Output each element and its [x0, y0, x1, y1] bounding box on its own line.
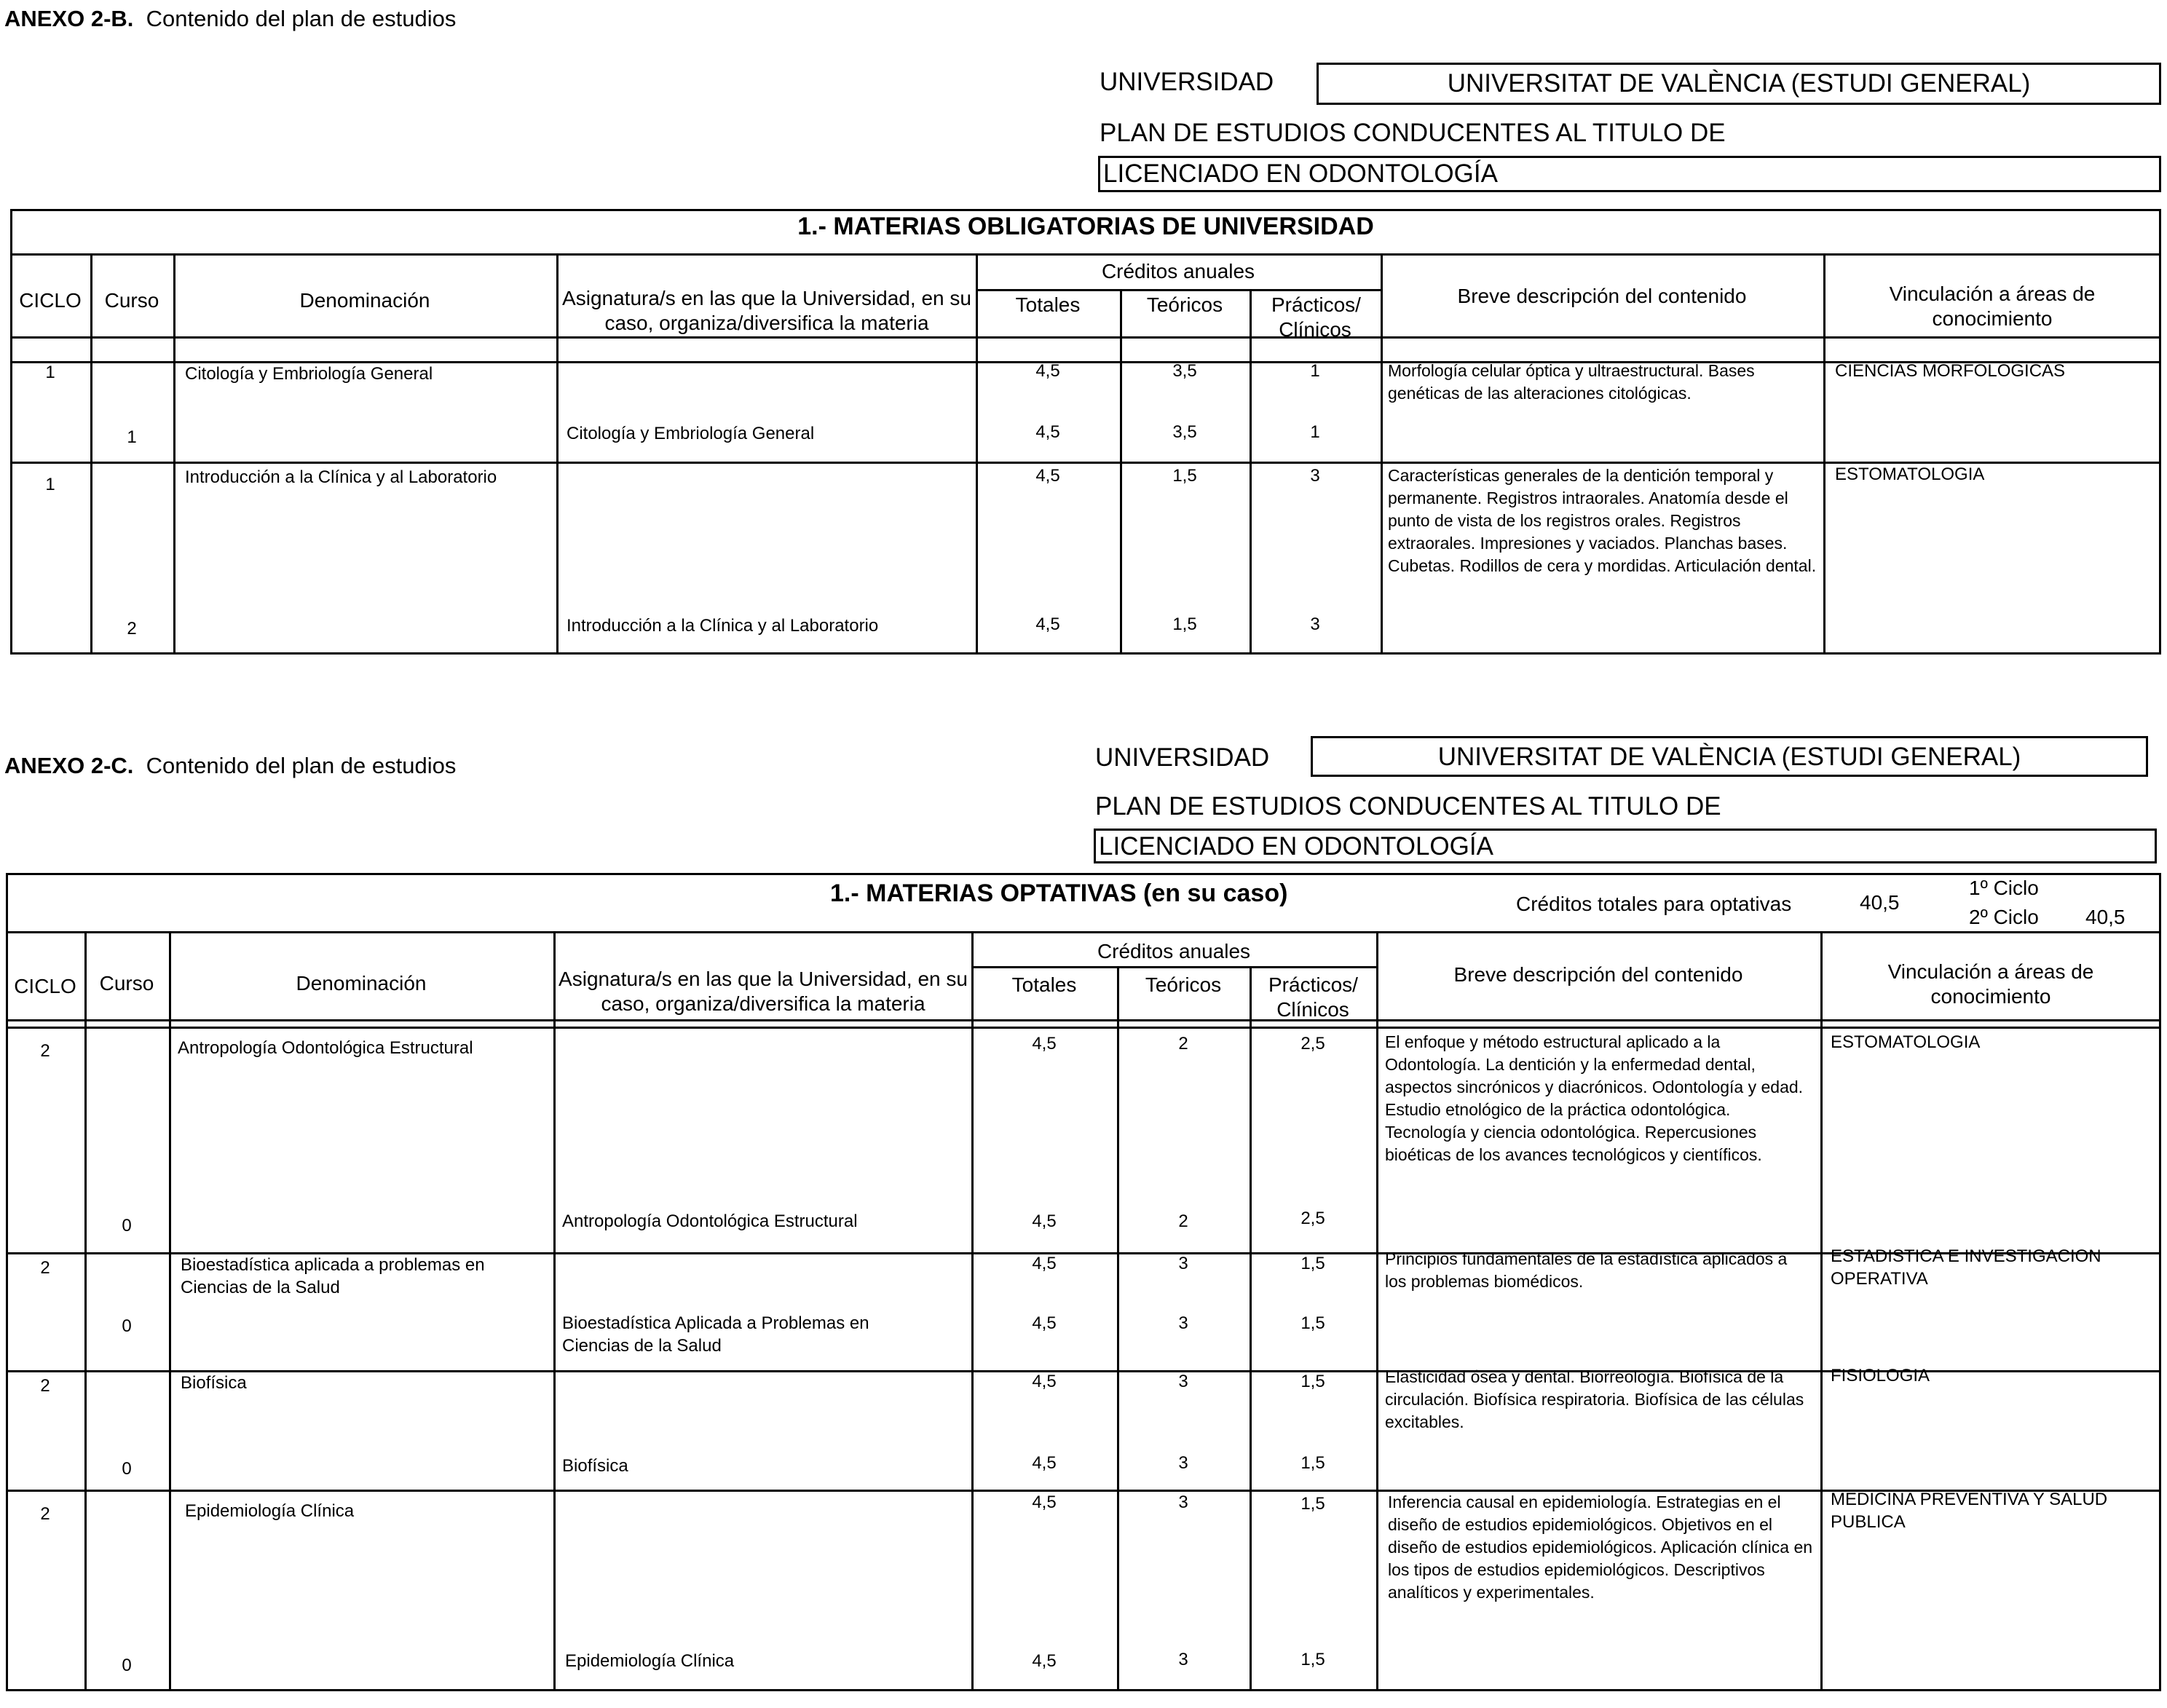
table-row-asignatura: Biofísica — [562, 1456, 628, 1476]
table-row-curso: 0 — [122, 1316, 132, 1336]
table-row-teoricos: 1,5 — [1172, 466, 1197, 486]
table-row-asignatura: Introducción a la Clínica y al Laboratorio — [567, 616, 879, 636]
table-row-teoricos: 3,5 — [1172, 361, 1197, 381]
table-row-ciclo: 2 — [40, 1258, 50, 1278]
table-row-sub-teoricos: 3 — [1178, 1650, 1188, 1669]
table-row-curso: 1 — [127, 427, 137, 447]
table-row-sub-totales: 4,5 — [1035, 614, 1060, 634]
table-row-sub-practicos: 2,5 — [1300, 1209, 1325, 1228]
table-row-sub-totales: 4,5 — [1032, 1453, 1057, 1473]
header-denominacion: Denominación — [296, 972, 427, 995]
table-row-totales: 4,5 — [1032, 1372, 1057, 1391]
table-row-totales: 4,5 — [1032, 1254, 1057, 1273]
table-row-curso: 0 — [122, 1459, 132, 1479]
table-row-practicos: 1,5 — [1300, 1494, 1325, 1514]
table-row-denominacion: Epidemiología Clínica — [185, 1501, 355, 1521]
table-row-teoricos: 3 — [1178, 1492, 1188, 1512]
table-row-practicos: 1,5 — [1300, 1254, 1325, 1273]
table-row-teoricos: 3 — [1178, 1254, 1188, 1273]
table-row-sub-practicos: 3 — [1310, 614, 1320, 634]
table-row-descripcion: Elasticidad ósea y dental. Biorreología. Biofísica de la circulación. Biofísica respiratoria. Biofísica de las células excitables. — [1385, 1367, 1804, 1431]
annex-b-section-title: 1.- MATERIAS OBLIGATORIAS DE UNIVERSIDAD — [797, 213, 1374, 240]
table-row-descripcion: Características generales de la dentición temporal y permanente. Registros intraorales. Anatomía desde el punto de vista de los registros orales. Registros extraorales. Impresiones y vaciados. Planchas bases. Cubetas. Rodillos de cera y mordidas. Articulación dental. — [1388, 466, 1817, 575]
annex-c-section-title: 1.- MATERIAS OPTATIVAS (en su caso) — [830, 879, 1288, 907]
table-row-totales: 4,5 — [1032, 1034, 1057, 1053]
header-asignatura: Asignatura/s en las que la Universidad, en su caso, organiza/diversifica la materia — [558, 968, 968, 1015]
annex-b-plan-label: PLAN DE ESTUDIOS CONDUCENTES AL TITULO DE — [1100, 119, 1726, 147]
table-row-ciclo: 1 — [45, 475, 55, 494]
table-row-practicos: 1 — [1310, 361, 1320, 381]
header-ciclo: CICLO — [14, 975, 76, 997]
annex-c-universidad-value: UNIVERSITAT DE VALÈNCIA (ESTUDI GENERAL) — [1311, 736, 2148, 777]
annex-c-code: ANEXO 2-C. — [4, 753, 134, 778]
annex-b-universidad-label: UNIVERSIDAD — [1100, 68, 1274, 96]
table-row-teoricos: 2 — [1178, 1034, 1188, 1053]
table-row-practicos: 1,5 — [1300, 1372, 1325, 1391]
annex-c-heading — [4, 753, 456, 779]
table-row-vinculacion: FISIOLOGIA — [1831, 1366, 1930, 1385]
table-row-vinculacion: CIENCIAS MORFOLOGICAS — [1835, 361, 2066, 381]
annex-b-code: ANEXO 2-B. — [4, 6, 134, 31]
table-row-sub-totales: 4,5 — [1032, 1211, 1057, 1231]
header-practicos: Prácticos/ Clínicos — [1268, 973, 1358, 1021]
header-asignatura: Asignatura/s en las que la Universidad, en su caso, organiza/diversifica la materia — [562, 287, 971, 334]
table-row-teoricos: 3 — [1178, 1372, 1188, 1391]
table-row-asignatura: Citología y Embriología General — [567, 424, 815, 443]
header-totales: Totales — [1011, 973, 1077, 996]
header-descripcion: Breve descripción del contenido — [1453, 963, 1743, 986]
table-row-sub-teoricos: 3 — [1178, 1453, 1188, 1473]
table-row-curso: 0 — [122, 1216, 132, 1235]
header-ciclo: CICLO — [19, 289, 82, 312]
header-totales: Totales — [1015, 293, 1081, 316]
table-row-descripcion: El enfoque y método estructural aplicado a la Odontología. La dentición y la enfermedad dental, aspectos sincrónicos y diacrónicos. Odontología y edad. Estudio etnológico de la práctica odontológica. Tecnología y ciencia odontológica. Repercusiones bioéticas de los avances tecnológicos y científicos. — [1385, 1032, 1804, 1164]
ciclo1-label: 1º Ciclo — [1969, 877, 2039, 899]
ciclo2-value: 40,5 — [2085, 906, 2125, 928]
header-teoricos: Teóricos — [1146, 293, 1223, 316]
header-creditos: Créditos anuales — [1097, 940, 1251, 962]
optativas-total: 40,5 — [1860, 891, 1900, 914]
table-row-descripcion: Principios fundamentales de la estadística aplicados a los problemas biomédicos. — [1385, 1249, 1788, 1291]
table-row-vinculacion: MEDICINA PREVENTIVA Y SALUD PUBLICA — [1831, 1490, 2108, 1532]
table-row-ciclo: 1 — [45, 363, 55, 382]
table-row-vinculacion: ESTOMATOLOGIA — [1831, 1032, 1981, 1052]
table-row-vinculacion: ESTOMATOLOGIA — [1835, 464, 1985, 484]
header-denominacion: Denominación — [299, 289, 430, 312]
table-row-sub-totales: 4,5 — [1032, 1313, 1057, 1333]
table-row-sub-teoricos: 1,5 — [1172, 614, 1197, 634]
table-row-descripcion: Inferencia causal en epidemiología. Estrategias en el diseño de estudios epidemiológicos. Objetivos en el diseño de estudios epidemiológicos. Aplicación clínica en los tipos de estudios epidemiológicos. Descriptivos analíticos y experimentales. — [1388, 1492, 1813, 1602]
annex-b-universidad-value: UNIVERSITAT DE VALÈNCIA (ESTUDI GENERAL) — [1317, 63, 2161, 105]
table-row-practicos: 2,5 — [1300, 1034, 1325, 1053]
table-row-ciclo: 2 — [40, 1504, 50, 1524]
table-row-ciclo: 2 — [40, 1376, 50, 1396]
table-row-sub-teoricos: 2 — [1178, 1211, 1188, 1231]
annex-b-label: Contenido del plan de estudios — [146, 6, 457, 31]
header-vinculacion: Vinculación a áreas de conocimiento — [1889, 282, 2096, 330]
header-teoricos: Teóricos — [1145, 973, 1222, 996]
header-curso: Curso — [104, 289, 159, 312]
header-vinculacion: Vinculación a áreas de conocimiento — [1887, 960, 2094, 1008]
table-row-ciclo: 2 — [40, 1041, 50, 1061]
table-row-sub-practicos: 1 — [1310, 422, 1320, 442]
table-row-curso: 0 — [122, 1656, 132, 1675]
table-row-denominacion: Bioestadística aplicada a problemas en Ciencias de la Salud — [181, 1255, 485, 1297]
table-row-sub-teoricos: 3,5 — [1172, 422, 1197, 442]
table-row-totales: 4,5 — [1035, 466, 1060, 486]
annex-c-plan-label: PLAN DE ESTUDIOS CONDUCENTES AL TITULO DE — [1095, 792, 1721, 821]
table-row-sub-practicos: 1,5 — [1300, 1313, 1325, 1333]
table-row-practicos: 3 — [1310, 466, 1320, 486]
table-row-asignatura: Bioestadística Aplicada a Problemas en Ciencias de la Salud — [562, 1313, 869, 1356]
table-row-denominacion: Introducción a la Clínica y al Laboratorio — [185, 467, 497, 487]
table-row-curso: 2 — [127, 619, 137, 638]
header-descripcion: Breve descripción del contenido — [1457, 285, 1747, 307]
table-row-sub-totales: 4,5 — [1032, 1651, 1057, 1671]
annex-b-heading — [4, 6, 456, 32]
header-curso: Curso — [99, 972, 154, 995]
table-row-sub-practicos: 1,5 — [1300, 1453, 1325, 1473]
table-row-sub-teoricos: 3 — [1178, 1313, 1188, 1333]
header-practicos: Prácticos/ Clínicos — [1271, 293, 1361, 341]
table-row-sub-practicos: 1,5 — [1300, 1650, 1325, 1669]
table-row-descripcion: Morfología celular óptica y ultraestructural. Bases genéticas de las alteraciones citológicas. — [1388, 361, 1755, 403]
annex-b-titulo-value: LICENCIADO EN ODONTOLOGÍA — [1098, 156, 2161, 192]
table-row-vinculacion: ESTADISTICA E INVESTIGACION OPERATIVA — [1831, 1246, 2101, 1289]
table-row-totales: 4,5 — [1035, 361, 1060, 381]
header-creditos: Créditos anuales — [1101, 260, 1255, 282]
annex-c-titulo-value: LICENCIADO EN ODONTOLOGÍA — [1094, 829, 2157, 863]
table-row-sub-totales: 4,5 — [1035, 422, 1060, 442]
table-row-totales: 4,5 — [1032, 1492, 1057, 1512]
optativas-label: Créditos totales para optativas — [1516, 893, 1792, 915]
annex-c-label: Contenido del plan de estudios — [146, 753, 457, 778]
table-row-asignatura: Antropología Odontológica Estructural — [562, 1211, 858, 1231]
table-row-asignatura: Epidemiología Clínica — [565, 1651, 735, 1671]
table-row-denominacion: Citología y Embriología General — [185, 364, 433, 384]
table-row-denominacion: Antropología Odontológica Estructural — [178, 1038, 473, 1058]
table-row-denominacion: Biofísica — [181, 1373, 247, 1393]
annex-c-universidad-label: UNIVERSIDAD — [1095, 743, 1270, 772]
ciclo2-label: 2º Ciclo — [1969, 906, 2039, 928]
